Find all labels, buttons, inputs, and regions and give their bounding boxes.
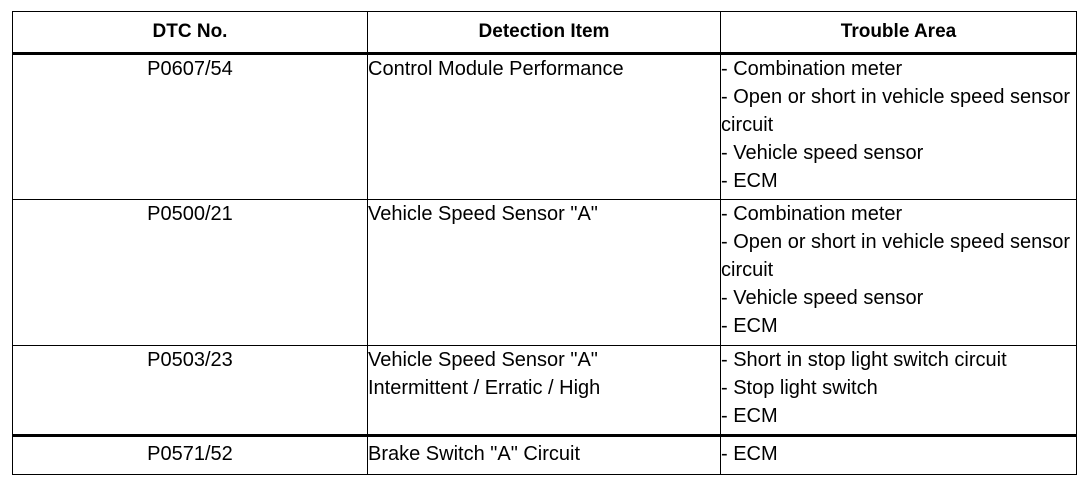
- detection-item: [368, 346, 721, 436]
- table-row: [13, 436, 1077, 475]
- dtc-code: P0500/21: [13, 200, 368, 346]
- trouble-line: - Short in stop light switch circuit: [721, 349, 1007, 371]
- trouble-line: - ECM: [721, 315, 778, 337]
- header-detection-item: Detection Item: [368, 12, 721, 54]
- trouble-line: - Stop light switch: [721, 377, 878, 399]
- trouble-area: [721, 436, 1077, 475]
- trouble-area: [721, 346, 1077, 436]
- header-trouble-area: Trouble Area: [721, 12, 1077, 54]
- detection-line: Intermittent / Erratic / High: [368, 377, 601, 399]
- detection-line: Vehicle Speed Sensor "A": [368, 349, 598, 371]
- table-row: [13, 54, 1077, 200]
- detection-item: [368, 200, 721, 346]
- trouble-line: - Combination meter: [721, 58, 903, 80]
- detection-line: Control Module Performance: [368, 58, 624, 80]
- trouble-line: - Combination meter: [721, 203, 903, 225]
- trouble-line: - ECM: [721, 443, 778, 465]
- trouble-line: - Open or short in vehicle speed sensor circuit: [721, 231, 1071, 281]
- detection-item: [368, 54, 721, 200]
- table-row: [13, 346, 1077, 436]
- trouble-area: [721, 54, 1077, 200]
- dtc-code: P0607/54: [13, 54, 368, 200]
- trouble-line: - Vehicle speed sensor: [721, 142, 924, 164]
- trouble-line: - Vehicle speed sensor: [721, 287, 924, 309]
- detection-line: Vehicle Speed Sensor "A": [368, 203, 598, 225]
- detection-item: [368, 436, 721, 475]
- table-header-row: [13, 12, 1077, 54]
- trouble-area: [721, 200, 1077, 346]
- trouble-line: - Open or short in vehicle speed sensor circuit: [721, 86, 1071, 136]
- header-dtc-no: DTC No.: [13, 12, 368, 54]
- table-row: [13, 200, 1077, 346]
- dtc-table: [12, 11, 1077, 475]
- trouble-line: - ECM: [721, 405, 778, 427]
- dtc-code: P0571/52: [13, 436, 368, 475]
- detection-line: Brake Switch "A" Circuit: [368, 443, 581, 465]
- trouble-line: - ECM: [721, 170, 778, 192]
- dtc-code: P0503/23: [13, 346, 368, 436]
